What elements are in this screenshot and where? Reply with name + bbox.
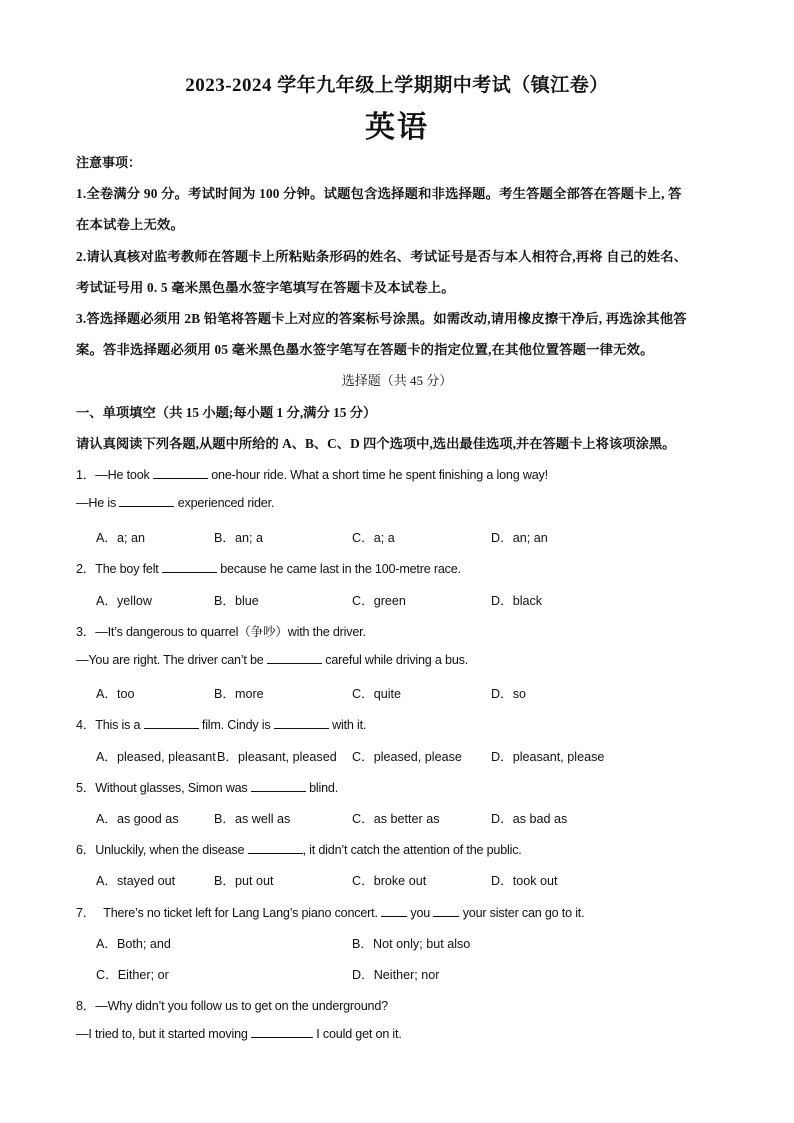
question-number: 6． xyxy=(76,843,96,857)
question-number: 4． xyxy=(76,718,96,732)
q6-option-b: B．put out xyxy=(214,874,274,888)
q7-option-a: A．Both; and xyxy=(96,937,171,951)
q5-option-d: D．as bad as xyxy=(491,812,568,826)
answer-blank xyxy=(267,652,322,664)
answer-blank xyxy=(433,905,459,917)
answer-blank xyxy=(381,905,407,917)
q3-option-a: A．too xyxy=(96,687,135,701)
q4-option-c: C．pleased, please xyxy=(352,750,462,764)
question-2: 2．The boy felt because he came last in the 100-metre race. xyxy=(76,562,461,576)
question-1-line-2: —He is experienced rider. xyxy=(76,496,275,510)
question-4: 4．This is a film. Cindy is with it. xyxy=(76,718,367,732)
question-number: 7． xyxy=(76,906,96,920)
question-8: 8．—Why didn’t you follow us to get on the underground? xyxy=(76,999,388,1013)
question-number: 3． xyxy=(76,625,96,639)
q6-option-c: C．broke out xyxy=(352,874,427,888)
question-3-line-2: —You are right. The driver can’t be careful while driving a bus. xyxy=(76,653,469,667)
question-number: 2． xyxy=(76,562,96,576)
answer-blank xyxy=(251,1026,313,1038)
section-title: 选择题（共 45 分） xyxy=(341,373,453,388)
q5-option-c: C．as better as xyxy=(352,812,440,826)
q1-option-d: D．an; an xyxy=(491,531,548,545)
q5-option-a: A．as good as xyxy=(96,812,179,826)
answer-blank xyxy=(251,780,306,792)
q4-option-a: A．pleased, pleasant xyxy=(96,750,216,764)
part-title: 一、单项填空（共 15 小题;每小题 1 分,满分 15 分） xyxy=(76,405,377,420)
question-5: 5．Without glasses, Simon was blind. xyxy=(76,781,339,795)
answer-blank xyxy=(274,717,329,729)
q1-option-a: A．a; an xyxy=(96,531,146,545)
q4-option-d: D．pleasant, please xyxy=(491,750,605,764)
subject-title: 英语 xyxy=(365,111,429,144)
q4-option-b: B．pleasant, pleased xyxy=(217,750,337,764)
answer-blank xyxy=(153,467,208,479)
q1-option-b: B．an; a xyxy=(214,531,264,545)
q6-option-d: D．took out xyxy=(491,874,558,888)
q6-option-a: A．stayed out xyxy=(96,874,176,888)
q3-option-c: C．quite xyxy=(352,687,401,701)
note-3-line-1: 3.答选择题必须用 2B 铅笔将答题卡上对应的答案标号涂黑。如需改动,请用橡皮擦干净后, 再选涂其他答 xyxy=(76,311,687,326)
q3-option-d: D．so xyxy=(491,687,526,701)
note-1-line-1: 1.全卷满分 90 分。考试时间为 100 分钟。试题包含选择题和非选择题。考生答题全部答在答题卡上, 答 xyxy=(76,186,682,201)
answer-blank xyxy=(162,561,217,573)
q3-option-b: B．more xyxy=(214,687,264,701)
question-1: 1．—He took one-hour ride. What a short time he spent finishing a long way! xyxy=(76,468,548,482)
question-number: 8． xyxy=(76,999,96,1013)
note-1-line-2: 在本试卷上无效。 xyxy=(76,217,184,232)
question-7: 7． There’s no ticket left for Lang Lang’s piano concert. you your sister can go to it. xyxy=(76,906,585,920)
question-number: 5． xyxy=(76,781,96,795)
q2-option-c: C．green xyxy=(352,594,406,608)
exam-title: 2023-2024 学年九年级上学期期中考试（镇江卷） xyxy=(185,75,609,96)
q7-option-d: D．Neither; nor xyxy=(352,968,440,982)
q7-option-c: C．Either; or xyxy=(96,968,169,982)
q5-option-b: B．as well as xyxy=(214,812,291,826)
question-8-line-2: —I tried to, but it started moving I could get on it. xyxy=(76,1027,402,1041)
question-number: 1． xyxy=(76,468,96,482)
answer-blank xyxy=(248,842,303,854)
q2-option-b: B．blue xyxy=(214,594,259,608)
note-2-line-2: 考试证号用 0. 5 毫米黑色墨水签字笔填写在答题卡及本试卷上。 xyxy=(76,280,455,295)
answer-blank xyxy=(119,495,174,507)
note-2-line-1: 2.请认真核对监考教师在答题卡上所粘贴条形码的姓名、考试证号是否与本人相符合,再将 自己的姓名、 xyxy=(76,249,688,264)
q7-option-b: B．Not only; but also xyxy=(352,937,471,951)
answer-blank xyxy=(144,717,199,729)
q1-option-c: C．a; a xyxy=(352,531,395,545)
q2-option-a: A．yellow xyxy=(96,594,152,608)
notes-heading: 注意事项： xyxy=(76,155,142,170)
q2-option-d: D．black xyxy=(491,594,543,608)
part-instruction: 请认真阅读下列各题,从题中所给的 A、B、C、D 四个选项中,选出最佳选项,并在答题卡上将该项涂黑。 xyxy=(76,436,676,451)
question-6: 6．Unluckily, when the disease , it didn’t catch the attention of the public. xyxy=(76,843,522,857)
note-3-line-2: 案。答非选择题必须用 05 毫米黑色墨水签字笔写在答题卡的指定位置,在其他位置答题一律无效。 xyxy=(76,342,654,357)
question-3: 3．—It’s dangerous to quarrel（争吵）with the driver. xyxy=(76,625,366,639)
